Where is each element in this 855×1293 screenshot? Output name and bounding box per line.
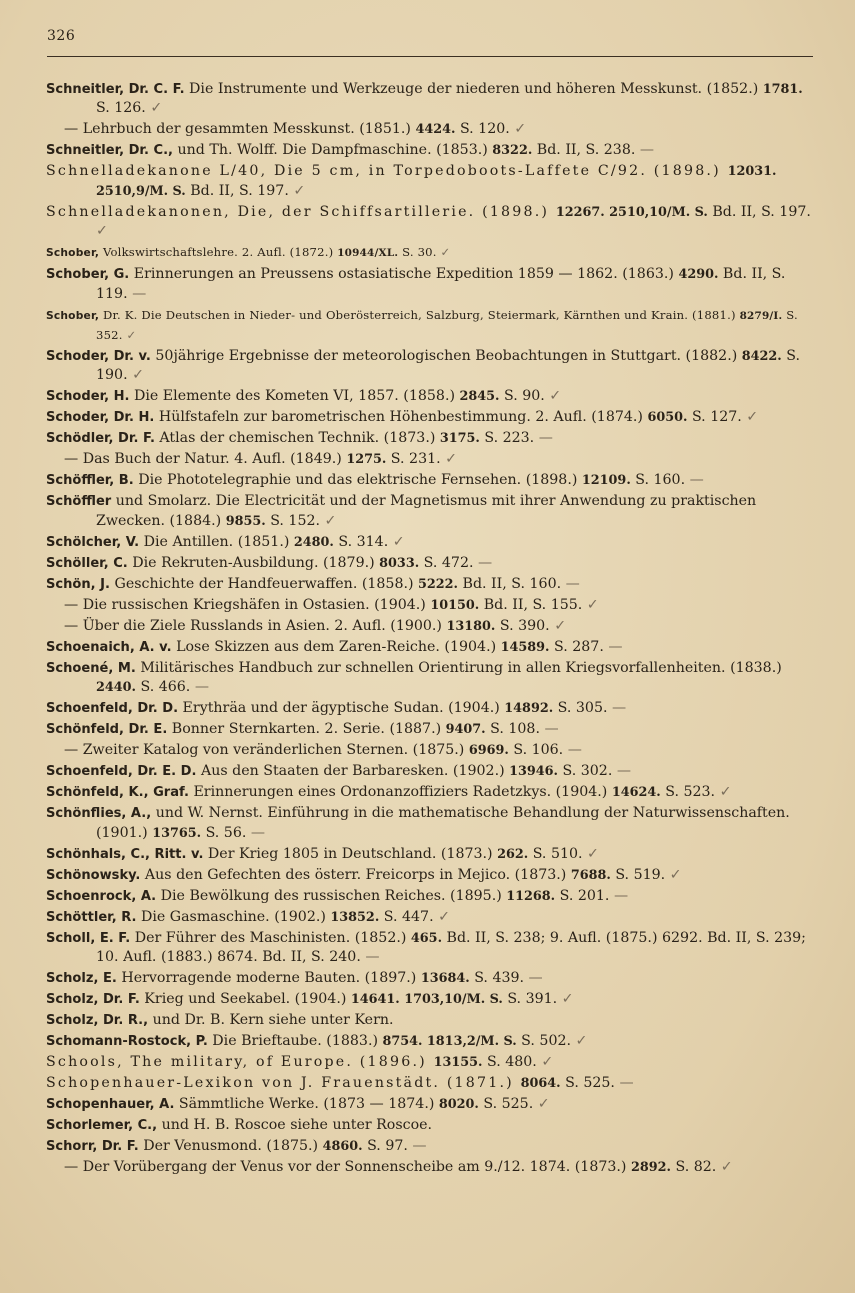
entry-text: Aus den Gefechten des österr. Freicorps in Mejico. (1873.)	[140, 866, 571, 883]
entry-location: Bd. II, S. 119.	[96, 266, 786, 302]
catalog-entry	[46, 762, 813, 781]
entry-text: Hervorragende moderne Bauten. (1897.)	[116, 970, 421, 987]
entry-text: Die Brieftaube. (1883.)	[207, 1033, 383, 1050]
entry-number: 2892.	[630, 1160, 671, 1176]
entry-number: 8322.	[492, 143, 533, 159]
entry-mark: —	[524, 970, 543, 987]
catalog-entry	[46, 720, 813, 739]
catalog-entry	[46, 659, 813, 698]
entry-text: und W. Nernst. Einführung in die mathematische Behandlung der Naturwissenschaften. (1901.)	[96, 805, 790, 841]
entry-text: Erythräa und der ägyptische Sudan. (1904.)	[178, 700, 505, 717]
entry-text: Die Antillen. (1851.)	[139, 533, 294, 550]
entry-number: 13180.	[446, 618, 496, 634]
entry-mark: —	[473, 554, 493, 571]
catalog-entry	[46, 1074, 813, 1093]
entry-mark: ✓	[440, 451, 458, 468]
catalog-entry	[46, 908, 813, 927]
entry-author: Schoder, Dr. H.	[46, 410, 155, 426]
entry-location: S. 390.	[495, 617, 550, 634]
entry-location: S. 391.	[502, 991, 558, 1008]
catalog-entry	[46, 1116, 813, 1135]
entry-author: Schöller, C.	[46, 555, 128, 571]
entry-location: S. 90.	[499, 388, 545, 405]
entry-text: und Dr. B. Kern siehe unter Kern.	[148, 1012, 394, 1029]
entry-mark: —	[246, 824, 266, 841]
entry-author: Schönhals, C., Ritt. v.	[46, 846, 204, 862]
entry-mark: ✓	[122, 328, 137, 343]
catalog-entry	[46, 471, 813, 490]
entry-text: — Lehrbuch der gesammten Messkunst. (1851.)	[64, 121, 416, 138]
entry-mark: ✓	[549, 617, 567, 634]
entry-location: S. 127.	[687, 409, 742, 426]
entry-mark: ✓	[715, 784, 732, 801]
entry-author: Schoenfeld, Dr. E. D.	[46, 764, 197, 780]
catalog-entry	[46, 120, 813, 139]
entry-location: Bd. II, S. 197.	[707, 203, 811, 220]
entry-location: Bd. II, S. 238.	[532, 142, 636, 159]
catalog-entry	[46, 783, 813, 802]
entry-author: Schödler, Dr. F.	[46, 431, 155, 447]
entry-author: Schober,	[46, 308, 100, 322]
entry-location: S. 525.	[560, 1075, 615, 1092]
entry-author: Schneitler, Dr. C.,	[46, 143, 173, 159]
entry-number: 13852.	[330, 909, 380, 925]
entry-mark: ✓	[533, 1096, 550, 1113]
entry-text: Aus den Staaten der Barbaresken. (1902.)	[196, 763, 510, 780]
entry-text: Lose Skizzen aus dem Zaren-Reiche. (1904.)	[171, 638, 501, 655]
entry-location: S. 472.	[419, 554, 474, 571]
entry-text: und H. B. Roscoe siehe unter Roscoe.	[157, 1117, 433, 1134]
entry-number: 9407.	[445, 722, 486, 738]
entry-text: Dr. K. Die Deutschen in Nieder- und Oberösterreich, Salzburg, Steiermark, Kärnthen und Krain. (1881.)	[99, 307, 740, 322]
entry-author: Schopenhauer, A.	[46, 1097, 175, 1113]
entry-location: S. 231.	[386, 451, 441, 468]
entry-text: Schopenhauer-Lexikon von J. Frauenstädt. (1871.)	[46, 1075, 521, 1092]
entry-text: — Der Vorübergang der Venus vor der Sonnenscheibe am 9./12. 1874. (1873.)	[64, 1159, 631, 1176]
entry-mark: —	[407, 1138, 427, 1155]
entry-mark: ✓	[536, 1054, 554, 1071]
entry-author: Schönfeld, Dr. E.	[46, 722, 168, 738]
catalog-entry	[46, 804, 813, 843]
entry-location: S. 480.	[482, 1054, 537, 1071]
catalog-entry	[46, 265, 813, 304]
entry-number: 12109.	[581, 473, 631, 489]
entry-mark: —	[603, 638, 623, 655]
entry-text: Geschichte der Handfeuerwaffen. (1858.)	[109, 575, 419, 592]
entry-number: 13684.	[420, 971, 470, 987]
entry-number: 14641. 1703,10/M. S.	[350, 992, 503, 1008]
entry-text: 50jährige Ergebnisse der meteorologischen Beobachtungen in Stuttgart. (1882.)	[150, 348, 742, 365]
entry-text: Die Gasmaschine. (1902.)	[136, 908, 331, 925]
catalog-entry	[46, 408, 813, 427]
entry-author: Schönfeld, K., Graf.	[46, 785, 189, 801]
entry-number: 6969.	[468, 743, 509, 759]
entry-number: 10150.	[430, 597, 480, 613]
entry-location: S. 120.	[455, 121, 510, 138]
entry-number: 13155.	[433, 1055, 483, 1071]
catalog-entry	[46, 887, 813, 906]
entry-number: 14624.	[611, 785, 661, 801]
entry-mark: ✓	[145, 100, 163, 117]
entry-mark: —	[563, 742, 582, 759]
entry-location: S. 510.	[528, 845, 583, 862]
catalog-entry	[46, 866, 813, 885]
header-rule	[47, 56, 813, 57]
entry-mark: —	[607, 700, 627, 717]
entry-location: Bd. II, S. 238; 9. Aufl. (1875.) 6292. Bd. II, S. 239; 10. Aufl. (1883.) 8674. Bd. II, S. 240.	[96, 929, 806, 966]
catalog-entry	[46, 1032, 813, 1051]
entry-location: S. 30.	[398, 245, 437, 260]
entry-location: S. 126.	[96, 100, 146, 117]
entry-location: S. 108.	[485, 721, 540, 738]
entry-number: 8279/I.	[739, 309, 783, 322]
entry-author: Schneitler, Dr. C. F.	[46, 82, 185, 97]
entry-number: 12031. 2510,9/M. S.	[96, 164, 777, 199]
entry-number: 14892.	[504, 701, 554, 717]
entry-mark: ✓	[320, 512, 337, 529]
entry-author: Schön, J.	[46, 576, 110, 592]
entry-author: Schönowsky.	[46, 867, 141, 883]
entry-author: Schorlemer, C.,	[46, 1118, 158, 1134]
entry-text: und Smolarz. Die Electricität und der Magnetismus mit ihrer Anwendung zu praktischen Zwecken. (1884.)	[96, 493, 757, 529]
catalog-entry	[46, 306, 813, 346]
entry-author: Schoené, M.	[46, 660, 136, 676]
entry-text: Hülfstafeln zur barometrischen Höhenbestimmung. 2. Aufl. (1874.)	[154, 409, 648, 426]
catalog-entry	[46, 929, 813, 968]
entry-text: Erinnerungen eines Ordonanzoffiziers Radetzkys. (1904.)	[188, 784, 612, 801]
entry-mark: ✓	[571, 1033, 588, 1050]
entry-number: 465.	[410, 930, 443, 946]
entry-text: Krieg und Seekabel. (1904.)	[139, 991, 351, 1008]
entry-location: S. 190.	[96, 348, 800, 384]
entry-mark: ✓	[96, 223, 108, 240]
entry-text: — Das Buch der Natur. 4. Aufl. (1849.)	[64, 451, 347, 468]
entry-text: Schnelladekanonen, Die, der Schiffsartillerie. (1898.)	[46, 203, 556, 220]
entry-text: Schools, The military, of Europe. (1896.)	[46, 1054, 434, 1071]
entry-mark: ✓	[288, 182, 306, 199]
entry-author: Schorr, Dr. F.	[46, 1139, 139, 1155]
entry-location: S. 56.	[201, 824, 247, 841]
catalog-entry	[46, 162, 813, 201]
catalog-entry	[46, 969, 813, 988]
entry-mark: ✓	[127, 367, 144, 384]
entry-location: Bd. II, S. 197.	[185, 182, 289, 199]
entry-text: Atlas der chemischen Technik. (1873.)	[154, 430, 440, 447]
entry-location: S. 466.	[135, 679, 191, 696]
catalog-entry	[46, 638, 813, 657]
catalog-entry	[46, 741, 813, 760]
entry-number: 10944/XL.	[337, 247, 399, 260]
entry-mark: ✓	[741, 409, 759, 426]
entry-location: Bd. II, S. 160.	[458, 575, 562, 592]
entry-mark: ✓	[557, 991, 574, 1008]
entry-location: S. 519.	[610, 866, 666, 883]
entry-mark: —	[635, 142, 655, 159]
entry-location: S. 152.	[265, 512, 321, 529]
entry-author: Scholz, E.	[46, 971, 117, 987]
entry-mark: ✓	[509, 121, 527, 138]
entry-text: Bonner Sternkarten. 2. Serie. (1887.)	[167, 721, 446, 738]
entry-text: Die Phototelegraphie und das elektrische Fernsehen. (1898.)	[133, 472, 582, 489]
entry-author: Schoenfeld, Dr. D.	[46, 701, 179, 717]
entry-text: — Über die Ziele Russlands in Asien. 2. Aufl. (1900.)	[64, 617, 447, 634]
entry-location: S. 160.	[630, 472, 686, 489]
entry-location: S. 314.	[333, 533, 389, 550]
entry-text: Die Elemente des Kometen VI, 1857. (1858.)	[129, 388, 460, 405]
catalog-entry	[46, 990, 813, 1009]
entry-mark: —	[534, 430, 553, 447]
entry-author: Schönflies, A.,	[46, 806, 152, 822]
entry-number: 13946.	[509, 764, 558, 780]
catalog-entry	[46, 699, 813, 718]
entry-number: 262.	[497, 846, 529, 862]
entry-mark: ✓	[436, 245, 451, 260]
catalog-entry	[46, 1095, 813, 1114]
entry-author: Schöffler, B.	[46, 473, 134, 489]
entry-mark: —	[190, 679, 210, 696]
entry-number: 2440.	[96, 680, 136, 696]
entry-mark: ✓	[582, 596, 599, 613]
catalog-entry	[46, 617, 813, 636]
entry-mark: —	[612, 763, 632, 780]
entry-number: 8064.	[520, 1076, 561, 1092]
catalog-entry	[46, 80, 813, 119]
entry-text: Die Bewölkung des russischen Reiches. (1895.)	[156, 887, 507, 904]
entry-location: S. 82.	[670, 1159, 717, 1176]
catalog-entry	[46, 203, 813, 242]
entry-location: S. 439.	[469, 970, 525, 987]
entry-mark: —	[561, 575, 580, 592]
entry-text: — Die russischen Kriegshäfen in Ostasien. (1904.)	[64, 596, 431, 613]
catalog-entry	[46, 347, 813, 386]
entry-author: Schoenrock, A.	[46, 888, 157, 904]
entry-location: S. 287.	[549, 638, 604, 655]
catalog-entry	[46, 845, 813, 864]
entry-mark: ✓	[433, 908, 451, 925]
entry-text: — Zweiter Katalog von veränderlichen Sternen. (1875.)	[64, 742, 469, 759]
entry-location: S. 525.	[478, 1096, 534, 1113]
entry-author: Schoder, H.	[46, 389, 130, 405]
catalog-entry	[46, 429, 813, 448]
entry-mark: ✓	[582, 845, 599, 862]
entry-author: Schober, G.	[46, 267, 130, 283]
entry-number: 6050.	[647, 410, 688, 426]
entry-mark: —	[360, 949, 380, 966]
entry-location: S. 223.	[479, 430, 535, 447]
entry-author: Scholl, E. F.	[46, 930, 131, 946]
catalog-entry	[46, 554, 813, 573]
entry-location: S. 447.	[379, 908, 434, 925]
entry-author: Schober,	[46, 246, 100, 260]
entry-number: 1275.	[346, 452, 387, 468]
entry-mark: —	[127, 285, 147, 302]
entry-text: Der Krieg 1805 in Deutschland. (1873.)	[203, 845, 498, 862]
catalog-entry	[46, 1137, 813, 1156]
catalog-entry	[46, 596, 813, 615]
entry-location: S. 523.	[660, 784, 716, 801]
entry-number: 9855.	[225, 513, 266, 529]
entry-number: 4424.	[415, 122, 456, 138]
entry-author: Schölcher, V.	[46, 534, 140, 550]
entry-text: Erinnerungen an Preussens ostasiatische Expedition 1859 — 1862. (1863.)	[129, 266, 679, 283]
entry-number: 7688.	[570, 867, 611, 883]
entry-mark: ✓	[665, 866, 682, 883]
entry-number: 4290.	[678, 267, 719, 283]
entry-author: Schoder, Dr. v.	[46, 349, 151, 365]
catalog-entry	[46, 387, 813, 406]
entry-list	[46, 80, 813, 1179]
entry-location: S. 302.	[558, 763, 613, 780]
entry-author: Scholz, Dr. R.,	[46, 1013, 149, 1029]
entry-number: 14589.	[500, 639, 550, 655]
entry-author: Schöttler, R.	[46, 909, 137, 925]
entry-number: 4860.	[322, 1139, 363, 1155]
entry-number: 8422.	[741, 349, 782, 365]
entry-text: Die Instrumente und Werkzeuge der niederen und höheren Messkunst. (1852.)	[184, 81, 763, 97]
catalog-entry	[46, 141, 813, 160]
catalog-entry	[46, 243, 813, 263]
entry-text: Der Venusmond. (1875.)	[138, 1138, 323, 1155]
entry-mark: ✓	[544, 388, 562, 405]
entry-mark: ✓	[388, 533, 405, 550]
entry-mark: ✓	[716, 1159, 733, 1176]
entry-text: Der Führer des Maschinisten. (1852.)	[130, 929, 411, 946]
entry-text: Sämmtliche Werke. (1873 — 1874.)	[174, 1096, 439, 1113]
catalog-entry	[46, 1053, 813, 1072]
catalog-entry	[46, 1011, 813, 1030]
entry-text: Schnelladekanone L/40, Die 5 cm, in Torpedoboots-Laffete C/92. (1898.)	[46, 163, 728, 180]
entry-location: S. 201.	[555, 887, 610, 904]
entry-number: 11268.	[506, 888, 556, 904]
entry-mark: —	[539, 721, 559, 738]
entry-mark: —	[685, 472, 704, 489]
entry-location: S. 106.	[508, 742, 564, 759]
catalog-entry	[46, 575, 813, 594]
entry-number: 2480.	[293, 534, 334, 550]
entry-location: S. 97.	[362, 1138, 408, 1155]
entry-number: 8020.	[438, 1097, 479, 1113]
entry-mark: —	[614, 1075, 634, 1092]
entry-number: 5222.	[418, 576, 459, 592]
entry-text: und Th. Wolff. Die Dampfmaschine. (1853.)	[173, 142, 493, 159]
entry-location: S. 352.	[96, 307, 798, 343]
entry-text: Volkswirtschaftslehre. 2. Aufl. (1872.)	[99, 245, 338, 260]
entry-number: 1781.	[762, 82, 803, 97]
entry-author: Schoenaich, A. v.	[46, 639, 172, 655]
entry-location: S. 502.	[516, 1033, 572, 1050]
page-number: 326	[47, 28, 76, 44]
entry-mark: —	[609, 887, 629, 904]
catalog-entry	[46, 492, 813, 531]
entry-number: 12267. 2510,10/M. S.	[555, 204, 708, 220]
catalog-entry	[46, 533, 813, 552]
entry-author: Schomann-Rostock, P.	[46, 1034, 208, 1050]
entry-number: 8754. 1813,2/M. S.	[382, 1034, 517, 1050]
entry-author: Schöffler	[46, 494, 112, 510]
entry-number: 3175.	[439, 431, 480, 447]
entry-text: Militärisches Handbuch zur schnellen Orientirung in allen Kriegsvorfallenheiten. (1838.)	[135, 659, 782, 676]
entry-author: Scholz, Dr. F.	[46, 992, 140, 1008]
entry-number: 8033.	[379, 555, 420, 571]
catalog-entry	[46, 450, 813, 469]
entry-number: 2845.	[459, 389, 500, 405]
catalog-entry	[46, 1158, 813, 1177]
entry-text: Die Rekruten-Ausbildung. (1879.)	[127, 554, 380, 571]
entry-number: 13765.	[152, 825, 202, 841]
entry-location: Bd. II, S. 155.	[479, 596, 583, 613]
entry-location: S. 305.	[553, 700, 608, 717]
